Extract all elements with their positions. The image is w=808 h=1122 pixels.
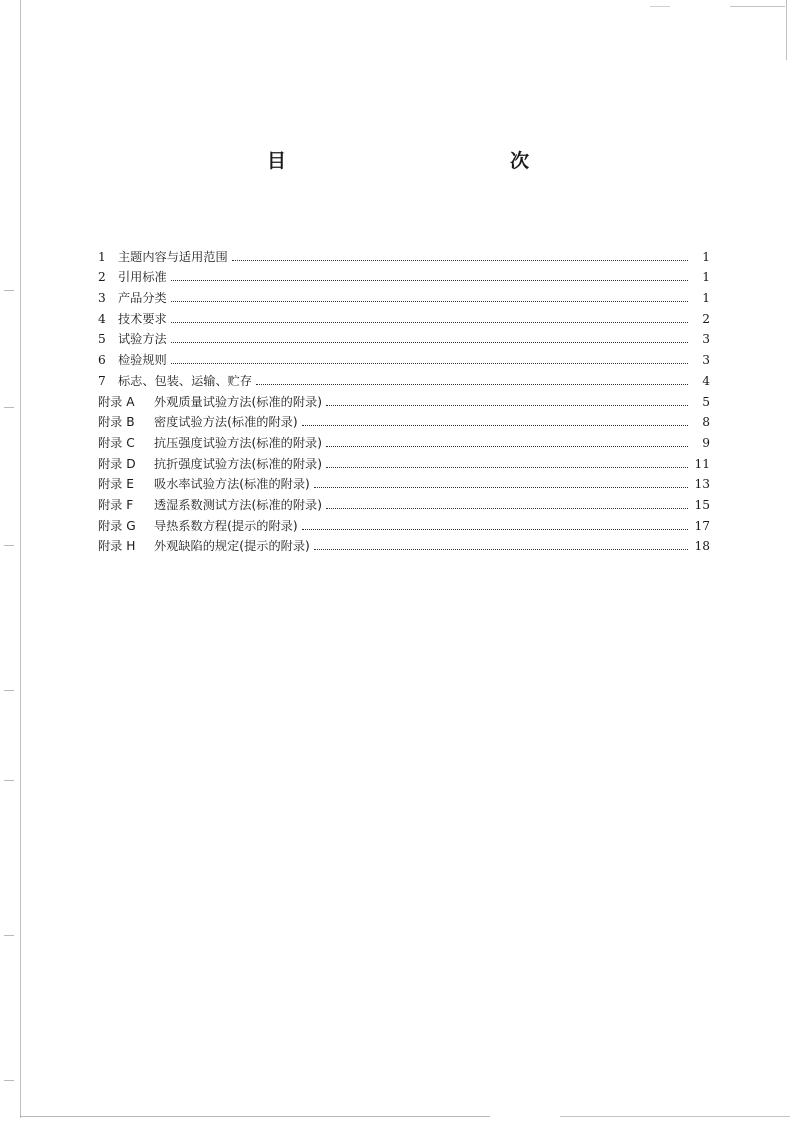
- appendix-number: 附录 F: [98, 497, 134, 512]
- appendix-page: 8: [702, 415, 710, 430]
- appendix-page: 13: [694, 477, 710, 492]
- dot-leader: [302, 529, 688, 530]
- toc-entry-number: 2: [98, 270, 106, 285]
- dot-leader: [314, 487, 688, 488]
- toc-entry-label: 产品分类: [118, 291, 167, 306]
- dot-leader: [232, 260, 688, 261]
- appendix-entry[interactable]: [98, 512, 710, 533]
- appendix-label: 透湿系数测试方法(标准的附录): [154, 497, 322, 512]
- toc-entry-label: 技术要求: [118, 311, 167, 326]
- appendix-entry[interactable]: [98, 429, 710, 450]
- appendix-number: 附录 B: [98, 415, 135, 430]
- toc-entry[interactable]: [98, 284, 710, 305]
- scan-edge-bottom-right: [560, 1116, 790, 1117]
- toc-entry-label: 试验方法: [118, 332, 167, 347]
- appendix-page: 11: [694, 456, 710, 471]
- toc-entry-number: 6: [98, 353, 106, 368]
- toc-entry[interactable]: [98, 326, 710, 347]
- appendix-number: 附录 A: [98, 394, 135, 409]
- margin-tick-2: [4, 407, 14, 408]
- dot-leader: [256, 384, 688, 385]
- toc-entry-label: 检验规则: [118, 353, 167, 368]
- margin-tick-4: [4, 690, 14, 691]
- toc-entry-page: 1: [702, 249, 710, 264]
- page-title: 目 次: [266, 150, 591, 172]
- appendix-page: 5: [702, 394, 710, 409]
- dot-leader: [171, 342, 688, 343]
- dot-leader: [171, 363, 688, 364]
- scan-edge-bottom: [20, 1116, 490, 1117]
- appendix-entry[interactable]: [98, 471, 710, 492]
- appendix-page: 17: [694, 518, 710, 533]
- scan-edge-top-mid: [650, 6, 670, 7]
- toc-entry-label: 引用标准: [118, 270, 167, 285]
- appendix-label: 外观缺陷的规定(提示的附录): [154, 539, 310, 554]
- dot-leader: [171, 301, 688, 302]
- toc-entry-label: 标志、包装、运输、贮存: [118, 373, 253, 388]
- appendix-page: 18: [694, 539, 710, 554]
- toc-entry-number: 7: [98, 373, 106, 388]
- dot-leader: [326, 508, 688, 509]
- toc-entry-number: 1: [98, 249, 106, 264]
- toc-entry[interactable]: [98, 243, 710, 264]
- appendix-entry[interactable]: [98, 450, 710, 471]
- scan-edge-top-right: [730, 6, 785, 7]
- toc-entry-number: 4: [98, 311, 106, 326]
- toc-entry-page: 1: [702, 270, 710, 285]
- margin-tick-1: [4, 290, 14, 291]
- dot-leader: [171, 322, 688, 323]
- appendix-entry[interactable]: [98, 388, 710, 409]
- toc-entry[interactable]: [98, 264, 710, 285]
- toc-entry-page: 2: [702, 311, 710, 326]
- toc-entry-page: 4: [702, 373, 710, 388]
- toc-entry[interactable]: [98, 305, 710, 326]
- dot-leader: [171, 280, 688, 281]
- dot-leader: [302, 425, 688, 426]
- appendix-label: 抗压强度试验方法(标准的附录): [154, 435, 322, 450]
- toc-entry[interactable]: [98, 346, 710, 367]
- margin-tick-3: [4, 545, 14, 546]
- margin-tick-5: [4, 780, 14, 781]
- dot-leader: [314, 549, 688, 550]
- toc-entry-number: 5: [98, 332, 106, 347]
- appendix-page: 15: [694, 497, 710, 512]
- appendix-number: 附录 D: [98, 456, 136, 471]
- scan-edge-right: [786, 0, 787, 60]
- toc-entry-page: 3: [702, 353, 710, 368]
- toc-entry-page: 1: [702, 291, 710, 306]
- appendix-number: 附录 G: [98, 518, 136, 533]
- toc-entry-page: 3: [702, 332, 710, 347]
- margin-tick-7: [4, 1080, 14, 1081]
- table-of-contents: [98, 243, 710, 553]
- appendix-label: 外观质量试验方法(标准的附录): [154, 394, 322, 409]
- appendix-number: 附录 C: [98, 435, 135, 450]
- appendix-page: 9: [702, 435, 710, 450]
- appendix-label: 抗折强度试验方法(标准的附录): [154, 456, 322, 471]
- margin-tick-6: [4, 935, 14, 936]
- appendix-entry[interactable]: [98, 533, 710, 554]
- toc-entry-label: 主题内容与适用范围: [118, 249, 228, 264]
- appendix-label: 导热系数方程(提示的附录): [154, 518, 298, 533]
- appendix-entry[interactable]: [98, 491, 710, 512]
- appendix-label: 密度试验方法(标准的附录): [154, 415, 298, 430]
- appendix-number: 附录 E: [98, 477, 134, 492]
- dot-leader: [326, 405, 688, 406]
- toc-entry-number: 3: [98, 291, 106, 306]
- appendix-number: 附录 H: [98, 539, 136, 554]
- toc-entry[interactable]: [98, 367, 710, 388]
- dot-leader: [326, 446, 688, 447]
- appendix-entry[interactable]: [98, 409, 710, 430]
- dot-leader: [326, 467, 688, 468]
- appendix-label: 吸水率试验方法(标准的附录): [154, 477, 310, 492]
